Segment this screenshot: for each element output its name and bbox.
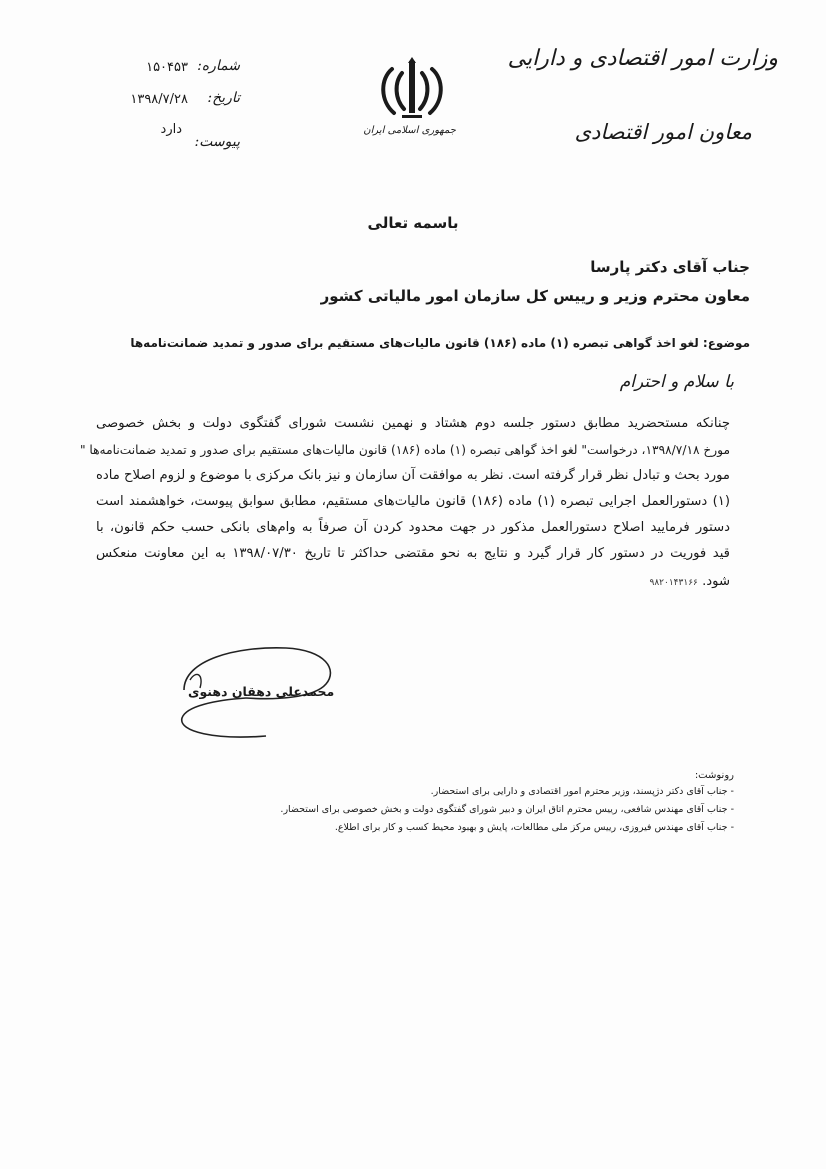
body-line: مورد بحث و تبادل نظر قرار گرفته است. نظر به موافقت آن سازمان و نیز بانک مرکزی با موضوع و لزوم اصلاح ماده (95, 468, 730, 483)
cc-item: - جناب آقای دکتر دژپسند، وزیر محترم امور اقتصادی و دارایی برای استحضار. (430, 786, 734, 797)
body-line: چنانکه مستحضرید مطابق دستور جلسه دوم هشتاد و نهمین نشست شورای گفتگوی دولت و بخش خصوصی (96, 416, 730, 431)
date-row (112, 90, 240, 116)
number-row (112, 58, 240, 84)
signer-name: محمدعلی دهقان دهنوی (188, 684, 335, 699)
greeting: با سلام و احترام (619, 372, 734, 392)
attachment-value: دارد (160, 122, 182, 137)
body-line: دستور فرمایید اصلاح دستورالعمل مذکور در جهت محدود کردن آن صرفاً به وام‌های بانکی حسب حکم قانون، با (96, 520, 730, 535)
number-value: ۱۵۰۴۵۳ (146, 60, 188, 75)
ministry-name: وزارت امور اقتصادی و دارایی (507, 46, 778, 71)
date-label: تاریخ: (207, 90, 240, 106)
attachment-label: پیوست: (194, 134, 240, 150)
besmeh-heading: باسمه تعالی (367, 214, 459, 232)
number-label: شماره: (197, 58, 240, 74)
body-last-line (96, 572, 730, 593)
date-value: ۱۳۹۸/۷/۲۸ (130, 92, 188, 107)
recipient-title: معاون محترم وزیر و رییس کل سازمان امور مالیاتی کشور (320, 287, 750, 305)
deputy-office: معاون امور اقتصادی (574, 120, 752, 144)
signature-block (176, 640, 346, 742)
cc-label: رونوشت: (694, 770, 734, 781)
body-line: مورخ ۱۳۹۸/۷/۱۸، درخواست" لغو اخذ گواهی تبصره (۱) ماده (۱۸۶) قانون مالیات‌های مستقیم برای صدور و تمدید ضمانت‌نامه‌ها " (79, 443, 730, 457)
subject-line: موضوع: لغو اخذ گواهی تبصره (۱) ماده (۱۸۶) قانون مالیات‌های مستقیم برای صدور و تمدید ضمانت‌نامه‌ها (130, 336, 750, 350)
emblem-caption: جمهوری اسلامی ایران (363, 125, 456, 136)
emblem (363, 55, 456, 145)
attachment-row (112, 120, 240, 150)
cc-item: - جناب آقای مهندس شافعی، رییس محترم اتاق ایران و دبیر شورای گفتگوی دولت و بخش خصوصی برای استحضار. (280, 804, 734, 815)
cc-item: - جناب آقای مهندس فیروزی، رییس مرکز ملی مطالعات، پایش و بهبود محیط کسب و کار برای اطلاع. (334, 822, 734, 833)
body-last-text: شود. (702, 574, 730, 589)
recipient-name: جناب آقای دکتر پارسا (590, 258, 750, 276)
body-line: (۱) دستورالعمل اجرایی تبصره (۱) ماده (۱۸۶) قانون مالیات‌های مستقیم، مطابق سوابق پیوست، خواهشمند است (96, 494, 730, 509)
iran-emblem-icon (368, 55, 456, 123)
reference-code: ۹۸۲۰۱۴۳۱۶۶ (649, 578, 698, 588)
body-line: قید فوریت در دستور کار قرار گیرد و نتایج به نحو مقتضی حداکثر تا تاریخ ۱۳۹۸/۰۷/۳۰ به این معاونت منعکس (96, 546, 730, 561)
